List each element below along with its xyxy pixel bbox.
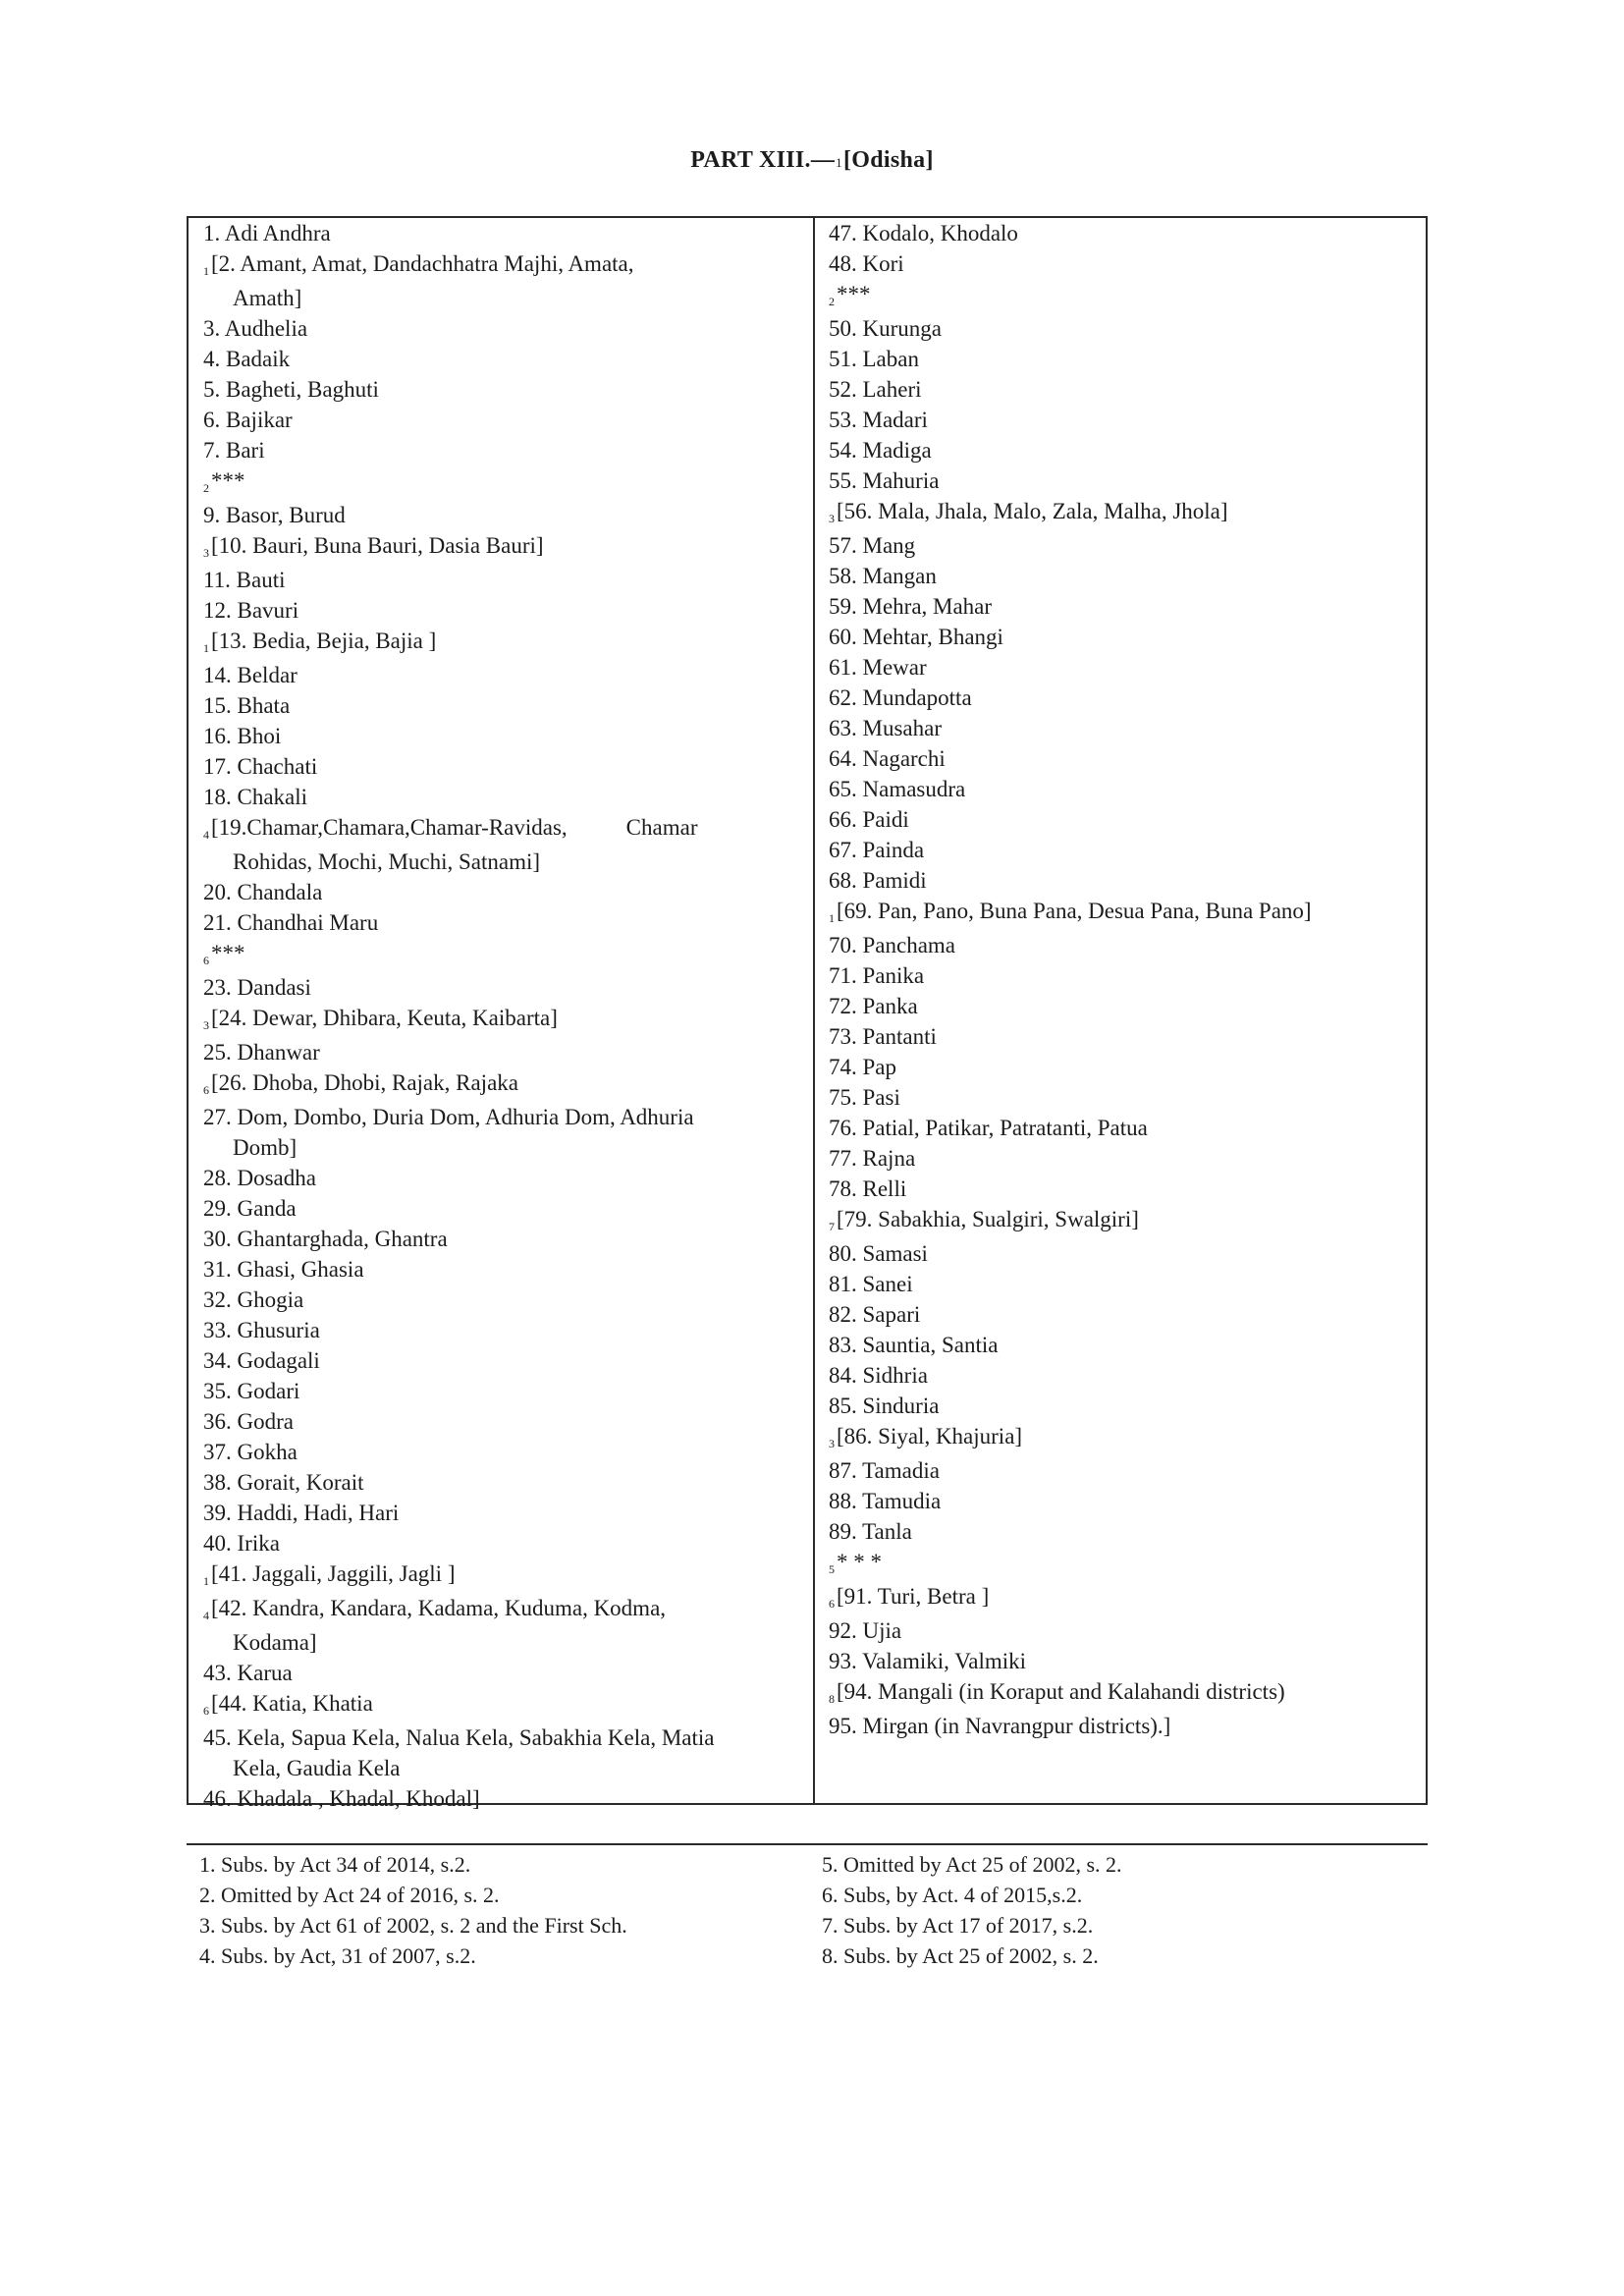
entry-text: 60. Mehtar, Bhangi bbox=[829, 625, 1003, 649]
list-entry bbox=[203, 1406, 802, 1437]
list-entry bbox=[829, 804, 1418, 835]
entry-text: [2. Amant, Amat, Dandachhatra Majhi, Amata, bbox=[211, 251, 634, 276]
list-entry bbox=[829, 835, 1418, 865]
entry-text: 55. Mahuria bbox=[829, 468, 940, 493]
title-prefix: PART XIII.— bbox=[690, 147, 836, 173]
footnote-rule bbox=[187, 1843, 1428, 1845]
entry-text: *** bbox=[211, 941, 245, 965]
list-entry bbox=[203, 1498, 802, 1528]
entry-text: 62. Mundapotta bbox=[829, 685, 972, 710]
entry-text: 57. Mang bbox=[829, 533, 916, 558]
entry-text: 21. Chandhai Maru bbox=[203, 910, 379, 935]
entry-text: 43. Karua bbox=[203, 1661, 293, 1685]
entry-text: 7. Bari bbox=[203, 438, 265, 463]
list-entry bbox=[203, 1224, 802, 1254]
entry-continuation: Domb] bbox=[233, 1135, 298, 1160]
entry-text: 18. Chakali bbox=[203, 785, 308, 809]
list-entry bbox=[829, 218, 1418, 248]
entry-text: 73. Pantanti bbox=[829, 1024, 937, 1049]
list-entry bbox=[203, 938, 802, 972]
entry-text: 36. Godra bbox=[203, 1409, 294, 1434]
list-entry bbox=[203, 313, 802, 344]
entry-text: 3. Audhelia bbox=[203, 316, 308, 341]
entry-text: 89. Tanla bbox=[829, 1519, 912, 1544]
list-entry bbox=[203, 565, 802, 595]
entry-text: [19.Chamar,Chamara,Chamar-Ravidas, bbox=[211, 815, 568, 840]
entry-text: 1. Adi Andhra bbox=[203, 221, 331, 246]
list-entry bbox=[203, 1037, 802, 1067]
list-entry bbox=[203, 218, 802, 248]
list-entry bbox=[203, 877, 802, 907]
list-entry bbox=[829, 1711, 1418, 1741]
column-divider bbox=[813, 218, 815, 1803]
footnotes-left bbox=[199, 1849, 627, 1971]
list-entry bbox=[829, 774, 1418, 804]
entry-text: [42. Kandra, Kandara, Kadama, Kuduma, Kodma, bbox=[211, 1596, 667, 1620]
footnote-mark: 4 bbox=[203, 1609, 209, 1622]
entry-text: [44. Katia, Khatia bbox=[211, 1691, 373, 1716]
entry-text: 30. Ghantarghada, Ghantra bbox=[203, 1227, 448, 1251]
footnote-mark: 2 bbox=[829, 295, 835, 308]
footnote-mark: 3 bbox=[829, 512, 835, 525]
list-entry bbox=[829, 991, 1418, 1021]
list-entry bbox=[829, 248, 1418, 279]
list-entry bbox=[829, 1330, 1418, 1360]
list-entry bbox=[203, 812, 802, 877]
list-entry bbox=[829, 1021, 1418, 1052]
entry-continuation: Rohidas, Mochi, Muchi, Satnami] bbox=[233, 849, 541, 874]
entry-text: 14. Beldar bbox=[203, 663, 298, 687]
list-entry bbox=[829, 743, 1418, 774]
entry-text: 80. Samasi bbox=[829, 1241, 928, 1266]
footnote-mark: 7 bbox=[829, 1220, 835, 1233]
list-entry bbox=[829, 591, 1418, 622]
footnote: 7. Subs. by Act 17 of 2017, s.2. bbox=[822, 1913, 1094, 1938]
list-entry bbox=[203, 1163, 802, 1193]
list-entry bbox=[829, 496, 1418, 530]
list-entry bbox=[203, 248, 802, 313]
entry-text: 5. Bagheti, Baghuti bbox=[203, 377, 379, 402]
list-entry bbox=[203, 1593, 802, 1658]
footnote-mark: 5 bbox=[829, 1562, 835, 1576]
list-entry bbox=[203, 595, 802, 626]
footnote-mark: 1 bbox=[829, 911, 835, 925]
list-entry bbox=[203, 1437, 802, 1467]
footnote-mark: 4 bbox=[203, 828, 209, 842]
list-entry bbox=[829, 561, 1418, 591]
entry-text: 9. Basor, Burud bbox=[203, 503, 346, 527]
list-entry bbox=[829, 1360, 1418, 1391]
list-entry bbox=[203, 500, 802, 530]
entry-text: 51. Laban bbox=[829, 347, 919, 371]
list-entry bbox=[829, 622, 1418, 652]
entry-text: [24. Dewar, Dhibara, Keuta, Kaibarta] bbox=[211, 1006, 558, 1030]
entry-text: 53. Madari bbox=[829, 408, 928, 432]
entry-text: 40. Irika bbox=[203, 1531, 280, 1556]
entry-text: 70. Panchama bbox=[829, 933, 956, 957]
entry-text: 34. Godagali bbox=[203, 1348, 320, 1373]
list-entry bbox=[203, 1102, 802, 1163]
title-footnote-mark: 1 bbox=[836, 155, 842, 170]
list-entry bbox=[203, 1528, 802, 1558]
title-state: [Odisha] bbox=[842, 147, 934, 173]
list-entry bbox=[203, 1254, 802, 1285]
list-entry bbox=[203, 751, 802, 782]
entry-text: [10. Bauri, Buna Bauri, Dasia Bauri] bbox=[211, 533, 544, 558]
entry-text: 12. Bavuri bbox=[203, 598, 299, 623]
footnote: 3. Subs. by Act 61 of 2002, s. 2 and the First Sch. bbox=[199, 1913, 627, 1938]
entry-text: 93. Valamiki, Valmiki bbox=[829, 1649, 1027, 1673]
list-entry bbox=[829, 530, 1418, 561]
entry-text: 76. Patial, Patikar, Patratanti, Patua bbox=[829, 1116, 1148, 1140]
list-entry bbox=[203, 1658, 802, 1688]
entry-text: 65. Namasudra bbox=[829, 777, 966, 801]
entry-text: 59. Mehra, Mahar bbox=[829, 594, 993, 619]
list-entry bbox=[203, 344, 802, 374]
entry-text: 15. Bhata bbox=[203, 693, 291, 718]
right-column bbox=[829, 218, 1418, 1741]
list-entry bbox=[829, 1646, 1418, 1676]
list-entry bbox=[829, 1391, 1418, 1421]
castes-table bbox=[187, 216, 1428, 1811]
list-entry bbox=[829, 1455, 1418, 1486]
entry-text: [94. Mangali (in Koraput and Kalahandi districts) bbox=[837, 1679, 1285, 1704]
entry-text: [41. Jaggali, Jaggili, Jagli ] bbox=[211, 1561, 456, 1586]
entry-text: 84. Sidhria bbox=[829, 1363, 928, 1388]
entry-text: 77. Rajna bbox=[829, 1146, 916, 1171]
footnote: 4. Subs. by Act, 31 of 2007, s.2. bbox=[199, 1943, 476, 1968]
entry-text: *** bbox=[211, 468, 245, 493]
entry-continuation: Kela, Gaudia Kela bbox=[233, 1756, 401, 1780]
list-entry bbox=[203, 1067, 802, 1102]
page-title bbox=[0, 147, 1624, 174]
entry-text: 71. Panika bbox=[829, 963, 925, 988]
footnote: 6. Subs, by Act. 4 of 2015,s.2. bbox=[822, 1883, 1083, 1907]
footnote-mark: 6 bbox=[829, 1597, 835, 1611]
list-entry bbox=[829, 1615, 1418, 1646]
footnote: 2. Omitted by Act 24 of 2016, s. 2. bbox=[199, 1883, 500, 1907]
entry-text: 17. Chachati bbox=[203, 754, 318, 779]
footnote-mark: 3 bbox=[829, 1437, 835, 1450]
list-entry bbox=[829, 713, 1418, 743]
footnote-mark: 8 bbox=[829, 1692, 835, 1706]
entry-text: 95. Mirgan (in Navrangpur districts).] bbox=[829, 1714, 1171, 1738]
footnote: 1. Subs. by Act 34 of 2014, s.2. bbox=[199, 1852, 471, 1877]
list-entry bbox=[203, 1315, 802, 1345]
list-entry bbox=[203, 530, 802, 565]
entry-text: 58. Mangan bbox=[829, 564, 937, 588]
entry-text: 68. Pamidi bbox=[829, 868, 927, 893]
footnote-mark: 3 bbox=[203, 546, 209, 560]
entry-text: 54. Madiga bbox=[829, 438, 932, 463]
list-entry bbox=[829, 960, 1418, 991]
list-entry bbox=[829, 313, 1418, 344]
entry-text: 31. Ghasi, Ghasia bbox=[203, 1257, 364, 1282]
list-entry bbox=[829, 1052, 1418, 1082]
entry-text: 27. Dom, Dombo, Duria Dom, Adhuria Dom, Adhuria bbox=[203, 1105, 694, 1129]
entry-text: 50. Kurunga bbox=[829, 316, 942, 341]
list-entry bbox=[829, 1676, 1418, 1711]
list-entry bbox=[203, 1193, 802, 1224]
entry-text: 47. Kodalo, Khodalo bbox=[829, 221, 1018, 246]
list-entry bbox=[203, 660, 802, 690]
list-entry bbox=[829, 1486, 1418, 1516]
list-entry bbox=[829, 344, 1418, 374]
list-entry bbox=[203, 435, 802, 465]
entry-text: [79. Sabakhia, Sualgiri, Swalgiri] bbox=[837, 1207, 1139, 1231]
entry-text: 78. Relli bbox=[829, 1176, 907, 1201]
list-entry bbox=[829, 865, 1418, 896]
list-entry bbox=[829, 1299, 1418, 1330]
entry-text: 64. Nagarchi bbox=[829, 746, 946, 771]
entry-text: *** bbox=[837, 282, 871, 306]
entry-text: [13. Bedia, Bejia, Bajia ] bbox=[211, 629, 437, 653]
list-entry bbox=[203, 721, 802, 751]
entry-text: 46. Khadala , Khadal, Khodal] bbox=[203, 1786, 480, 1811]
entry-text: 67. Painda bbox=[829, 838, 925, 862]
list-entry bbox=[203, 1783, 802, 1814]
list-entry bbox=[829, 930, 1418, 960]
footnote-mark: 6 bbox=[203, 954, 209, 967]
entry-text: [26. Dhoba, Dhobi, Rajak, Rajaka bbox=[211, 1070, 518, 1095]
entry-text: [69. Pan, Pano, Buna Pana, Desua Pana, Buna Pano] bbox=[837, 899, 1312, 923]
list-entry bbox=[829, 435, 1418, 465]
list-entry bbox=[203, 972, 802, 1003]
footnote-mark: 6 bbox=[203, 1704, 209, 1718]
entry-text: 38. Gorait, Korait bbox=[203, 1470, 364, 1495]
list-entry bbox=[829, 896, 1418, 930]
list-entry bbox=[829, 1143, 1418, 1174]
list-entry bbox=[829, 1082, 1418, 1113]
entry-text: 33. Ghusuria bbox=[203, 1318, 320, 1342]
list-entry bbox=[829, 683, 1418, 713]
entry-text: 88. Tamudia bbox=[829, 1489, 942, 1513]
list-entry bbox=[203, 1003, 802, 1037]
entry-text: 6. Bajikar bbox=[203, 408, 293, 432]
list-entry bbox=[829, 1204, 1418, 1238]
list-entry bbox=[203, 405, 802, 435]
footnote-mark: 1 bbox=[203, 641, 209, 655]
list-entry bbox=[829, 1581, 1418, 1615]
footnote-mark: 2 bbox=[203, 481, 209, 495]
footnote: 5. Omitted by Act 25 of 2002, s. 2. bbox=[822, 1852, 1122, 1877]
list-entry bbox=[829, 1421, 1418, 1455]
entry-text: 52. Laheri bbox=[829, 377, 922, 402]
list-entry bbox=[829, 1174, 1418, 1204]
entry-text: 28. Dosadha bbox=[203, 1166, 316, 1190]
list-entry bbox=[203, 690, 802, 721]
entry-text: 45. Kela, Sapua Kela, Nalua Kela, Sabakhia Kela, Matia bbox=[203, 1725, 715, 1750]
footnote-mark: 3 bbox=[203, 1018, 209, 1032]
entry-text: 23. Dandasi bbox=[203, 975, 311, 1000]
list-entry bbox=[203, 1467, 802, 1498]
list-entry bbox=[203, 374, 802, 405]
entry-text: 72. Panka bbox=[829, 994, 918, 1018]
list-entry bbox=[829, 279, 1418, 313]
list-entry bbox=[203, 626, 802, 660]
list-entry bbox=[203, 1688, 802, 1722]
entry-text: [91. Turi, Betra ] bbox=[837, 1584, 990, 1609]
entry-text: 29. Ganda bbox=[203, 1196, 297, 1221]
left-column bbox=[203, 218, 802, 1814]
footnote: 8. Subs. by Act 25 of 2002, s. 2. bbox=[822, 1943, 1099, 1968]
list-entry bbox=[829, 374, 1418, 405]
footnote-mark: 1 bbox=[203, 264, 209, 278]
entry-text: 4. Badaik bbox=[203, 347, 291, 371]
entry-text: [56. Mala, Jhala, Malo, Zala, Malha, Jhola] bbox=[837, 499, 1228, 523]
entry-text: 11. Bauti bbox=[203, 568, 286, 592]
entry-text: 87. Tamadia bbox=[829, 1458, 940, 1483]
entry-text: 16. Bhoi bbox=[203, 724, 282, 748]
list-entry bbox=[203, 1722, 802, 1783]
entry-text: 83. Sauntia, Santia bbox=[829, 1333, 999, 1357]
list-entry bbox=[829, 405, 1418, 435]
list-entry bbox=[829, 1547, 1418, 1581]
list-entry bbox=[203, 907, 802, 938]
list-entry bbox=[829, 1516, 1418, 1547]
entry-text: 63. Musahar bbox=[829, 716, 942, 740]
list-entry bbox=[829, 652, 1418, 683]
entry-continuation: Amath] bbox=[233, 286, 302, 310]
entry-text: 66. Paidi bbox=[829, 807, 909, 832]
footnotes-right bbox=[822, 1849, 1122, 1971]
entry-text: 32. Ghogia bbox=[203, 1287, 304, 1312]
list-entry bbox=[829, 1238, 1418, 1269]
entry-text: 20. Chandala bbox=[203, 880, 323, 904]
entry-text: 74. Pap bbox=[829, 1055, 896, 1079]
list-entry bbox=[829, 1269, 1418, 1299]
entry-text: 39. Haddi, Hadi, Hari bbox=[203, 1501, 400, 1525]
list-entry bbox=[203, 465, 802, 500]
entry-text: [86. Siyal, Khajuria] bbox=[837, 1424, 1023, 1449]
list-entry bbox=[203, 1345, 802, 1376]
footnote-mark: 6 bbox=[203, 1083, 209, 1097]
entry-text: 75. Pasi bbox=[829, 1085, 900, 1110]
list-entry bbox=[203, 1285, 802, 1315]
entry-text: 37. Gokha bbox=[203, 1440, 298, 1464]
entry-text: 82. Sapari bbox=[829, 1302, 921, 1327]
entry-text: 81. Sanei bbox=[829, 1272, 913, 1296]
entry-text: 92. Ujia bbox=[829, 1618, 902, 1643]
list-entry bbox=[829, 465, 1418, 496]
entry-text: 48. Kori bbox=[829, 251, 904, 276]
entry-text: 25. Dhanwar bbox=[203, 1040, 320, 1065]
entry-text: 85. Sinduria bbox=[829, 1394, 940, 1418]
list-entry bbox=[203, 1376, 802, 1406]
list-entry bbox=[829, 1113, 1418, 1143]
entry-continuation: Kodama] bbox=[233, 1630, 317, 1655]
footnote-mark: 1 bbox=[203, 1574, 209, 1588]
entry-tail: Chamar bbox=[625, 815, 698, 840]
entry-text: * * * bbox=[837, 1550, 882, 1574]
entry-text: 35. Godari bbox=[203, 1379, 300, 1403]
entry-text: 61. Mewar bbox=[829, 655, 927, 680]
list-entry bbox=[203, 1558, 802, 1593]
list-entry bbox=[203, 782, 802, 812]
